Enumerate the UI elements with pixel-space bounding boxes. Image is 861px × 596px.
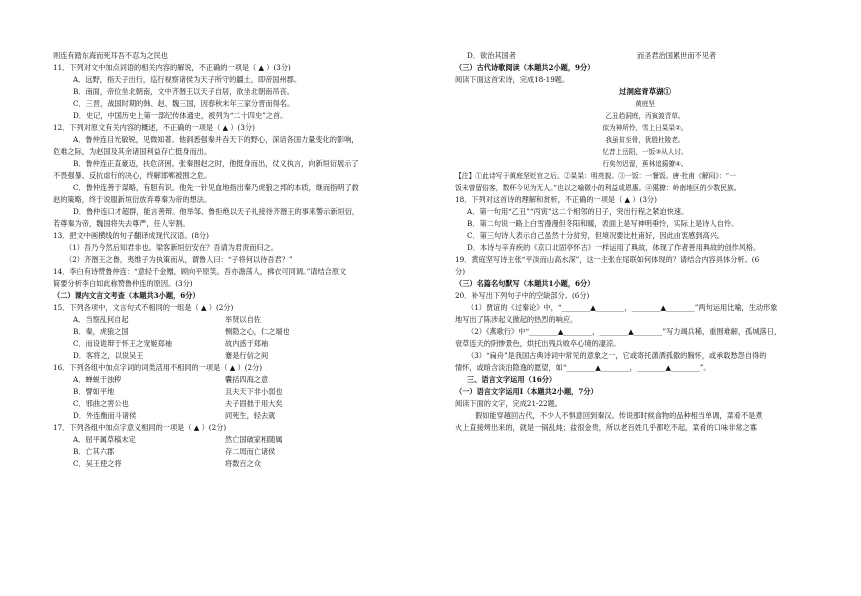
left-line: （1）吾乃今然后知君非也。梁客新垣衍安在？吾请为君责而归之。 xyxy=(65,243,279,252)
right-line: （一）语言文字运用Ⅰ（本题共2小题，7分） xyxy=(455,387,598,396)
right-line: 三、语言文字运用（16分） xyxy=(467,375,557,384)
left-line: 危难之际，为赵国及其余诸国利益存亡挺身而出。 xyxy=(53,147,212,156)
left-line: 11．下列对文中加点词语的相关内容的解说，不正确的一项是（ ▲ ）(3分) xyxy=(53,63,291,72)
right-line: D．本诗与辛弃疾的《京口北固亭怀古》一样运用了典故，体现了作者善用典故的创作风格。 xyxy=(467,243,761,252)
right-line: B．第二句说一路上白雪漫漫但冬阳和暖，表面上是写神明垂怜，实际上是诗人自怜。 xyxy=(467,219,739,228)
left-line: D．鲁仲连口才超群，能言善辩。他举邹、鲁拒绝以天子礼接待齐湣王的事来警示新垣衍， xyxy=(73,207,360,216)
left-line: 若尊秦为帝，魏国将失去尊严，任人宰割。 xyxy=(53,219,190,228)
option-right: 而圣君治国累世而不见者 xyxy=(637,51,717,60)
question-17: 17．下列各组中加点字意义相同的一项是（ ▲ ）(2分) xyxy=(53,423,227,432)
right-line: 衰草连天的阴惨景色，烘托出残兵败卒心境的凄凉。 xyxy=(455,339,621,348)
option-row xyxy=(53,410,431,422)
option-left: D．欲治其国者 xyxy=(467,51,516,60)
option-row xyxy=(53,338,431,350)
right-line: 19．黄庭坚写诗主张“平淡而山高水深”，这一主张在尾联如何体现的？请结合内容具体分析。(6 xyxy=(455,255,760,264)
note-line: 【注】①此诗写于黄庭坚贬官之后。②杲杲：明亮貌。③一饭：一餐饭。唐·杜甫《解闷》：“一 xyxy=(455,172,736,180)
right-column xyxy=(455,50,835,434)
option-right: 然亡国破家相随属 xyxy=(225,435,283,444)
right-line: 情怀，或暗含淡泊隐逸的愿望，如“________▲________，________▲________”。 xyxy=(455,363,711,372)
option-row xyxy=(53,434,431,446)
left-line: 15．下列各项中，文言句式不相同的一组是（ ▲ ）(2分) xyxy=(53,303,234,312)
left-line: 13．把文中画横线的句子翻译成现代汉语。(8分) xyxy=(53,231,209,240)
left-column xyxy=(53,50,431,470)
poem-title: 过洞庭青草湖① xyxy=(619,87,671,96)
option-row xyxy=(53,350,431,362)
right-line: 分) xyxy=(455,267,465,276)
left-line: 14．李白有诗赞鲁仲连：“意轻千金赠，顾向平原笑。吾亦澹荡人，拂衣可同调。”请结合原文 xyxy=(53,267,347,276)
option-row xyxy=(53,446,431,458)
option-row xyxy=(53,398,431,410)
option-row xyxy=(53,386,431,398)
option-left: B．譬如平地 xyxy=(73,387,115,396)
option-right: 恻隐之心，仁之端也 xyxy=(225,327,290,336)
option-left: C．而设诡辩于怀王之宠姬郑袖 xyxy=(73,339,172,348)
right-line: 18．下列对这首诗的理解和赏析，不正确的一项是（ ▲ ）(3分) xyxy=(455,195,657,204)
left-line: 简要分析李白如此称赞鲁仲连的原因。(3分) xyxy=(53,279,193,288)
left-line: 赵的策略，终于说服新垣衍放弃尊秦为帝的想法。 xyxy=(53,195,212,204)
poem-line: 我虽贫至骨，犹胜杜陵老。 xyxy=(605,136,685,144)
option-row xyxy=(53,374,431,386)
poem-line: 忆昔上岳阳，一饭③从人讨。 xyxy=(602,148,688,156)
option-left: D．客将之，以说吴王 xyxy=(73,351,144,360)
right-line: （2）《燕歌行》中“________▲________，________▲________”写力竭兵稀，重围难解，孤城落日， xyxy=(467,327,782,336)
right-line: （1）贾谊的《过秦论》中，“________▲________，________▲________”两句运用比喻，生动形象 xyxy=(467,303,778,312)
option-left: B．秦，虎狼之国 xyxy=(73,327,129,336)
right-line: A．第一句用“乙丑”“丙寅”这二个相邻的日子，突出行程之紧迫快速。 xyxy=(467,207,689,216)
left-line: B．南面，帝位坐北朝南，文中齐湣王以天子自居，欲坐北朝南吊丧。 xyxy=(73,87,294,96)
option-left: B．亡其六郡 xyxy=(73,447,115,456)
option-left: C．吴王使之将 xyxy=(73,459,122,468)
option-left: A．屈平属草稿未定 xyxy=(73,435,136,444)
right-line: （三）古代诗歌阅读（本题共2小题，9分） xyxy=(455,63,595,72)
option-right: 蹇是行信之间 xyxy=(225,351,269,360)
right-line: 地写出了陈涉起义掀起的热烈的响应。 xyxy=(455,315,578,324)
right-line: 假如能穿越回古代，不少人不惧意回到秦汉。传说那时候食物的品种相当单调，菜肴不是煮 xyxy=(475,411,763,420)
left-line: C．鲁仲连善于谋略，有胆有识。他先一针见血地指出秦乃虎狼之邦的本质，继而指明了救 xyxy=(73,183,359,192)
left-line: 12．下列对原文有关内容的概述，不正确的一项是（ ▲ ）(3分) xyxy=(53,123,255,132)
option-left: D．外连衡而斗诸侯 xyxy=(73,411,137,420)
poem-author: 黄庭坚 xyxy=(635,100,655,108)
option-right: 存二周而亡诸侯 xyxy=(225,447,276,456)
option-right: 夫子固拙于用大矣 xyxy=(225,399,283,408)
right-line: C．第三句诗人表示自己虽然十分贫穷，但境况要比杜甫好，因此由衷感到高兴。 xyxy=(467,231,725,240)
left-line: D．史记，中国历史上第一部纪传体通史，被列为“二十四史”之首。 xyxy=(73,111,288,120)
poem-line: 乙丑趋洞庭，丙寅渡青草。 xyxy=(605,112,685,120)
option-left: A．当察乱何自起 xyxy=(73,315,129,324)
option-row xyxy=(53,326,431,338)
left-line: （2）齐湣王之鲁，夷维子为执策而从，谓鲁人曰：“子将何以待吾君？” xyxy=(65,255,293,264)
left-line: B．鲁仲连正直豪迈，扶危济困。张秦围赵之时，他挺身而出，仗义执言，向新垣衍展示了 xyxy=(73,159,359,168)
option-row xyxy=(53,458,431,470)
option-left: C．邪曲之害公也 xyxy=(73,399,129,408)
left-line: A．鲁仲连目光敏锐，见微知著。他洞悉强秦并吞天下的野心，深谙各国力量变化的影响， xyxy=(73,135,359,144)
left-line: （二）课内文言文考查（本题共3小题，6分） xyxy=(53,291,200,300)
poem-line: 行矣勿迟留，蕉林追獦獠④。 xyxy=(602,160,688,168)
left-line: 则连有踏东海而死耳吾不忍为之民也 xyxy=(53,51,169,60)
left-line: C．三晋，战国时期的韩、赵、魏三国，因春秋末年三家分晋而得名。 xyxy=(73,99,295,108)
option-right: 同死生，轻去就 xyxy=(225,411,276,420)
left-line: 不畏强暴、反抗虐行的决心，终解邯郸被围之危。 xyxy=(53,171,212,180)
right-line: 20．补写出下列句子中的空缺部分。(6分) xyxy=(455,291,590,300)
option-row xyxy=(53,314,431,326)
option-d-row xyxy=(455,50,835,62)
right-line: （3）“扁舟”是我国古典诗词中常见的意象之一，它或寄托潇洒孤傲的胸怀，或承载愁怨自得的 xyxy=(467,351,767,360)
right-line: 火上直接烤出来的，就是一锅乱炖；盐很金贵，所以老百姓几乎都吃不起，菜肴的口味非常之寡 xyxy=(455,423,757,432)
right-line: 阅读下面这首宋诗，完成18-19题。 xyxy=(455,75,570,84)
right-line: （三）名篇名句默写（本题共1小题，6分） xyxy=(455,279,595,288)
poem-line: 似为神所怜，雪上日杲杲②。 xyxy=(602,124,688,132)
option-right: 且夫天下非小弱也 xyxy=(225,387,283,396)
question-16: 16．下列各组中加点字词的词类活用不相同的一项是（ ▲ ）(2分) xyxy=(53,363,263,372)
right-line: 阅读下面的文字，完成21-22题。 xyxy=(455,399,562,408)
option-right: 囊括四海之意 xyxy=(225,375,269,384)
left-line: A．远野，指天子出行，巡行视察诸侯为天子所守的疆土，即帝国州郡。 xyxy=(73,75,302,84)
option-right: 将数百之众 xyxy=(225,459,261,468)
note-line: 饭未曾留俗客，数杯今见为无人。”也以之喻微小的利益或恩惠。④獦獠：岭南地区的少数民族。 xyxy=(455,184,741,192)
option-left: A．蝉蜕于浊秽 xyxy=(73,375,122,384)
option-right: 故内惑于郑袖 xyxy=(225,339,269,348)
option-right: 举贤以自佐 xyxy=(225,315,261,324)
